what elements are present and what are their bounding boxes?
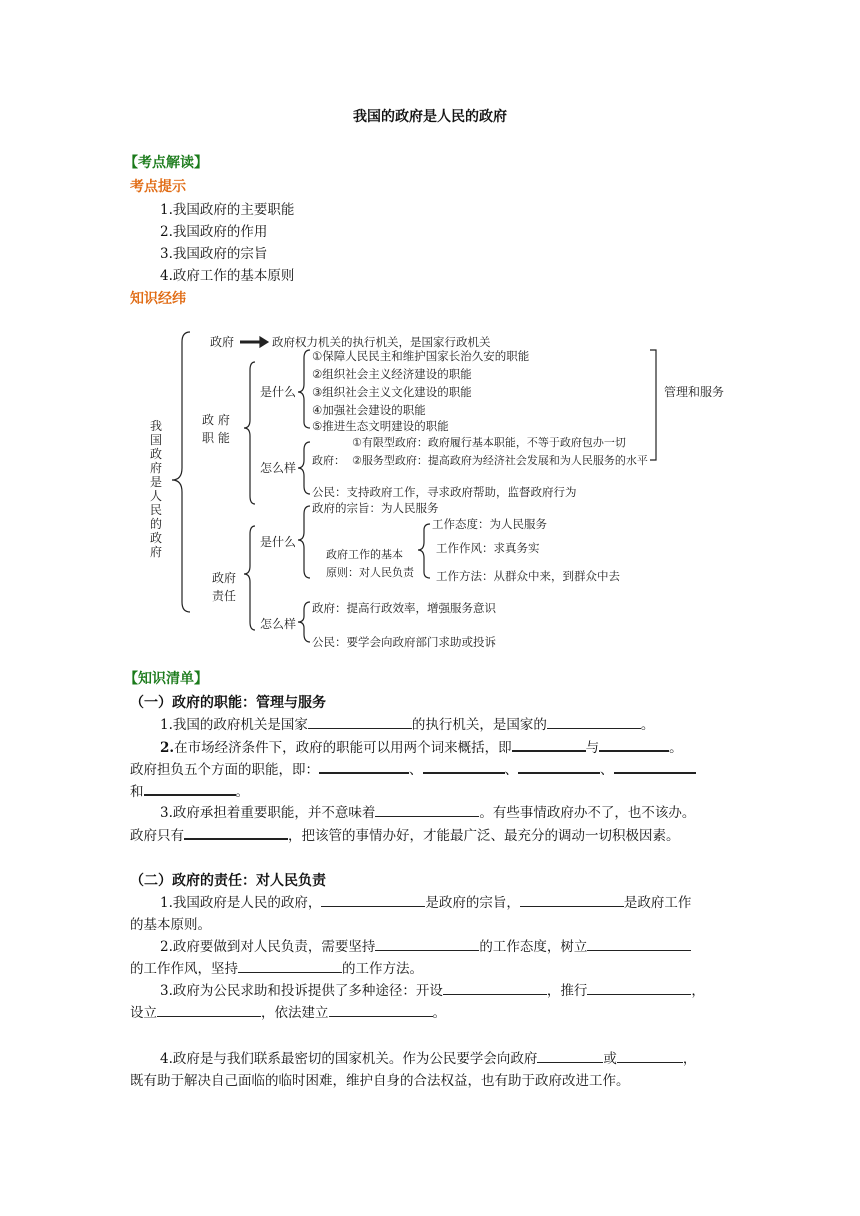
diagram-func: ③组织社会主义文化建设的职能 (312, 385, 472, 399)
paragraph: 2.政府要做到对人民负责，需要坚持 的工作态度，树立 (130, 936, 760, 958)
fill-blank[interactable] (614, 758, 696, 774)
diagram-zhengfu-label: 政府： (312, 454, 345, 467)
diagram-zenmeyang2: 怎么样 (260, 617, 297, 631)
subheader-kaodian-tishi: 考点提示 (130, 179, 186, 195)
diagram-zenmeyang: 怎么样 (260, 461, 297, 475)
fill-blank[interactable] (443, 980, 547, 995)
paragraph: 3.政府为公民求助和投诉提供了多种途径：开设 ，推行 ， (130, 980, 760, 1002)
subheader-zhishi-jingwei: 知识经纬 (130, 291, 186, 307)
paragraph: 2.在市场经济条件下，政府的职能可以用两个词来概括，即 与 。 (130, 736, 760, 759)
paragraph: 1.我国的政府机关是国家 的执行机关，是国家的 。 (130, 714, 760, 736)
fill-blank[interactable] (308, 714, 412, 729)
section-header-qingdan: 【知识清单】 (124, 671, 208, 687)
diagram-fuwu: ②服务型政府：提高政府为经济社会发展和为人民服务的水平 (352, 454, 648, 467)
diagram-guanli: 管理和服务 (664, 385, 725, 399)
section-title-2: （二）政府的责任：对人民负责 (130, 873, 326, 889)
paragraph: 政府只有 ，把该管的事情办好，才能最广泛、最充分的调动一切积极因素。 (130, 824, 730, 847)
hint-item: 2.我国政府的作用 (160, 224, 268, 240)
diagram-zeren-1: 政府 (212, 571, 237, 585)
diagram-yuanze-1: 政府工作的基本 (326, 548, 403, 561)
diagram-zhineng-1: 政 府 (202, 413, 230, 427)
fill-blank[interactable] (375, 802, 479, 817)
diagram-func: ②组织社会主义经济建设的职能 (312, 367, 472, 381)
paragraph: 的工作作风，坚持 的工作方法。 (130, 958, 730, 980)
fill-blank[interactable] (512, 736, 586, 752)
diagram-zf-xiaolv: 政府：提高行政效率，增强服务意识 (312, 601, 496, 615)
hint-item: 1.我国政府的主要职能 (160, 202, 295, 218)
section-title-1: （一）政府的职能：管理与服务 (130, 695, 326, 711)
diagram-youxian: ①有限型政府：政府履行基本职能，不等于政府包办一切 (352, 436, 626, 449)
paragraph: 3.政府承担着重要职能，并不意味着 。有些事情政府办不了，也不该办。 (130, 802, 760, 824)
hint-item: 4.政府工作的基本原则 (160, 268, 295, 284)
fill-blank[interactable] (587, 980, 691, 995)
fill-blank[interactable] (617, 1048, 683, 1063)
fill-blank[interactable] (319, 758, 409, 774)
fill-blank[interactable] (157, 1002, 261, 1017)
fill-blank[interactable] (238, 958, 342, 973)
diagram-func: ④加强社会建设的职能 (312, 403, 426, 417)
section-header-kaodian: 【考点解读】 (124, 155, 208, 171)
fill-blank[interactable] (144, 780, 236, 796)
paragraph: 和 。 (130, 780, 730, 803)
paragraph: 的基本原则。 (130, 917, 211, 933)
diagram-taidu: 工作态度：为人民服务 (432, 517, 547, 531)
diagram-func: ①保障人民民主和维护国家长治久安的职能 (312, 349, 530, 363)
fill-blank[interactable] (599, 736, 669, 752)
diagram-gongmin: 公民：支持政府工作，寻求政府帮助，监督政府行为 (312, 485, 577, 499)
diagram-zhengfu-def: 政府权力机关的执行机关，是国家行政机关 (272, 335, 491, 349)
diagram-zeren-2: 责任 (212, 589, 237, 603)
diagram-zhengfu: 政府 (210, 335, 235, 349)
diagram-shishenme2: 是什么 (260, 535, 297, 549)
page-title: 我国的政府是人民的政府 (353, 109, 507, 125)
knowledge-diagram (140, 320, 725, 660)
diagram-gm-tousu: 公民：要学会向政府部门求助或投诉 (312, 635, 496, 649)
paragraph: 1.我国政府是人民的政府， 是政府的宗旨， 是政府工作 (130, 892, 760, 914)
diagram-zongzhi: 政府的宗旨：为人民服务 (312, 501, 439, 515)
paragraph: 4.政府是与我们联系最密切的国家机关。作为公民要学会向政府 或 ， (130, 1048, 760, 1070)
fill-blank[interactable] (587, 936, 691, 951)
fill-blank[interactable] (329, 1002, 433, 1017)
fill-blank[interactable] (184, 824, 288, 840)
diagram-zhineng-2: 职 能 (202, 431, 230, 445)
hint-item: 3.我国政府的宗旨 (160, 246, 268, 262)
paragraph: 设立 ，依法建立 。 (130, 1002, 730, 1024)
diagram-func: ⑤推进生态文明建设的职能 (312, 419, 449, 433)
fill-blank[interactable] (518, 758, 600, 774)
fill-blank[interactable] (537, 1048, 603, 1063)
diagram-fangfa: 工作方法：从群众中来，到群众中去 (436, 569, 620, 583)
fill-blank[interactable] (375, 936, 479, 951)
diagram-root: 我国政府是人民的政府 (150, 419, 163, 559)
fill-blank[interactable] (321, 892, 425, 907)
diagram-yuanze-2: 原则：对人民负责 (326, 566, 414, 579)
fill-blank[interactable] (520, 892, 624, 907)
diagram-shishenme: 是什么 (260, 385, 297, 399)
fill-blank[interactable] (547, 714, 641, 729)
diagram-zuofeng: 工作作风：求真务实 (436, 541, 540, 555)
paragraph: 政府担负五个方面的职能，即： 、 、 、 (130, 758, 730, 781)
paragraph: 既有助于解决自己面临的临时困难，维护自身的合法权益，也有助于政府改进工作。 (130, 1073, 630, 1089)
fill-blank[interactable] (423, 758, 505, 774)
